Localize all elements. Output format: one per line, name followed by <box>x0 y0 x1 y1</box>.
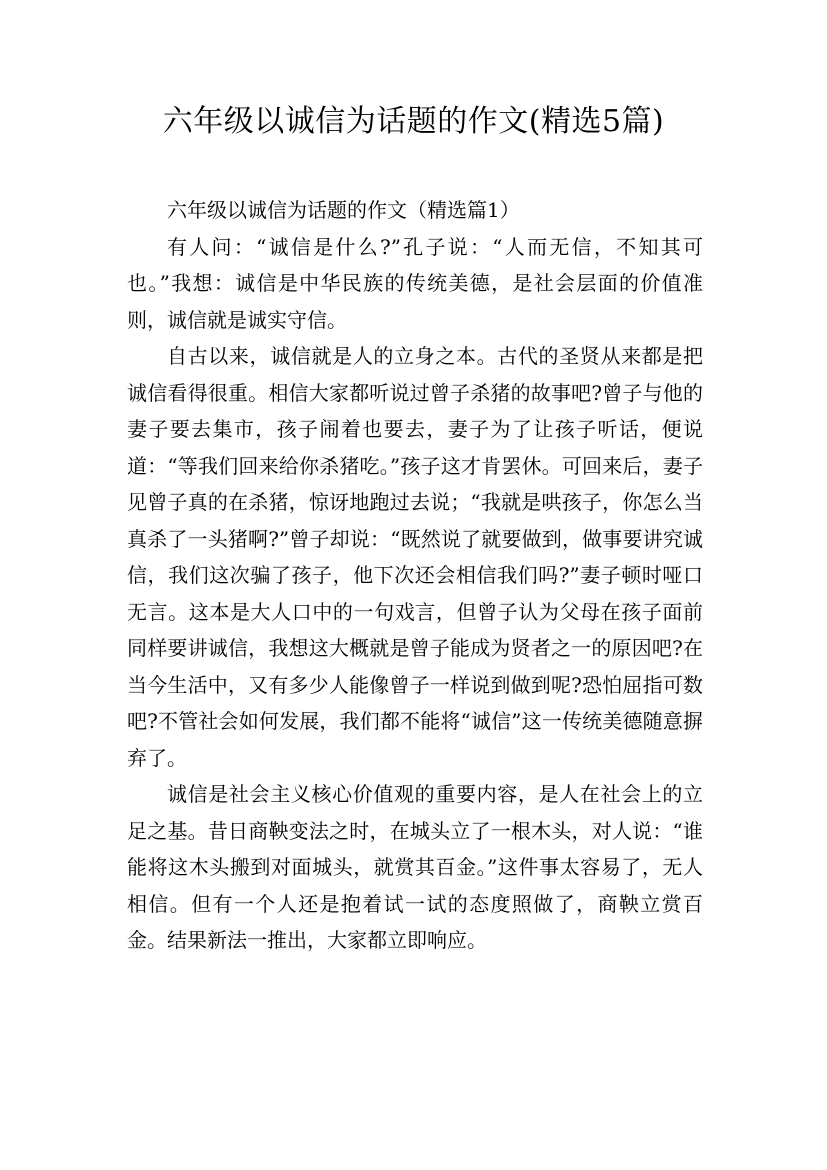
paragraph-1: 有人问：“诚信是什么?”孔子说：“人而无信，不知其可也。”我想：诚信是中华民族的传统美德，是社会层面的价值准则，诚信就是诚实守信。 <box>127 234 703 332</box>
paragraph-3: 诚信是社会主义核心价值观的重要内容，是人在社会上的立足之基。昔日商鞅变法之时，在城头立了一根木头，对人说：“谁能将这木头搬到对面城头，就赏其百金。”这件事太容易了，无人相信。但有一个人还是抱着试一试的态度照做了，商鞅立赏百金。结果新法一推出，大家都立即响应。 <box>127 782 703 952</box>
document-body <box>127 192 703 959</box>
paragraph-2: 自古以来，诚信就是人的立身之本。古代的圣贤从来都是把诚信看得很重。相信大家都听说过曾子杀猪的故事吧?曾子与他的妻子要去集市，孩子闹着也要去，妻子为了让孩子听话，便说道：“等我们回来给你杀猪吃。”孩子这才肯罢休。可回来后，妻子见曾子真的在杀猪，惊讶地跑过去说；“我就是哄孩子，你怎么当真杀了一头猪啊?”曾子却说：“既然说了就要做到，做事要讲究诚信，我们这次骗了孩子，他下次还会相信我们吗?”妻子顿时哑口无言。这本是大人口中的一句戏言，但曾子认为父母在孩子面前同样要讲诚信，我想这大概就是曾子能成为贤者之一的原因吧?在当今生活中，又有多少人能像曾子一样说到做到呢?恐怕屈指可数吧?不管社会如何发展，我们都不能将“诚信”这一传统美德随意摒弃了。 <box>127 344 703 770</box>
section-heading: 六年级以诚信为话题的作文（精选篇1） <box>167 198 520 222</box>
document-title: 六年级以诚信为话题的作文(精选5篇) <box>162 104 665 139</box>
